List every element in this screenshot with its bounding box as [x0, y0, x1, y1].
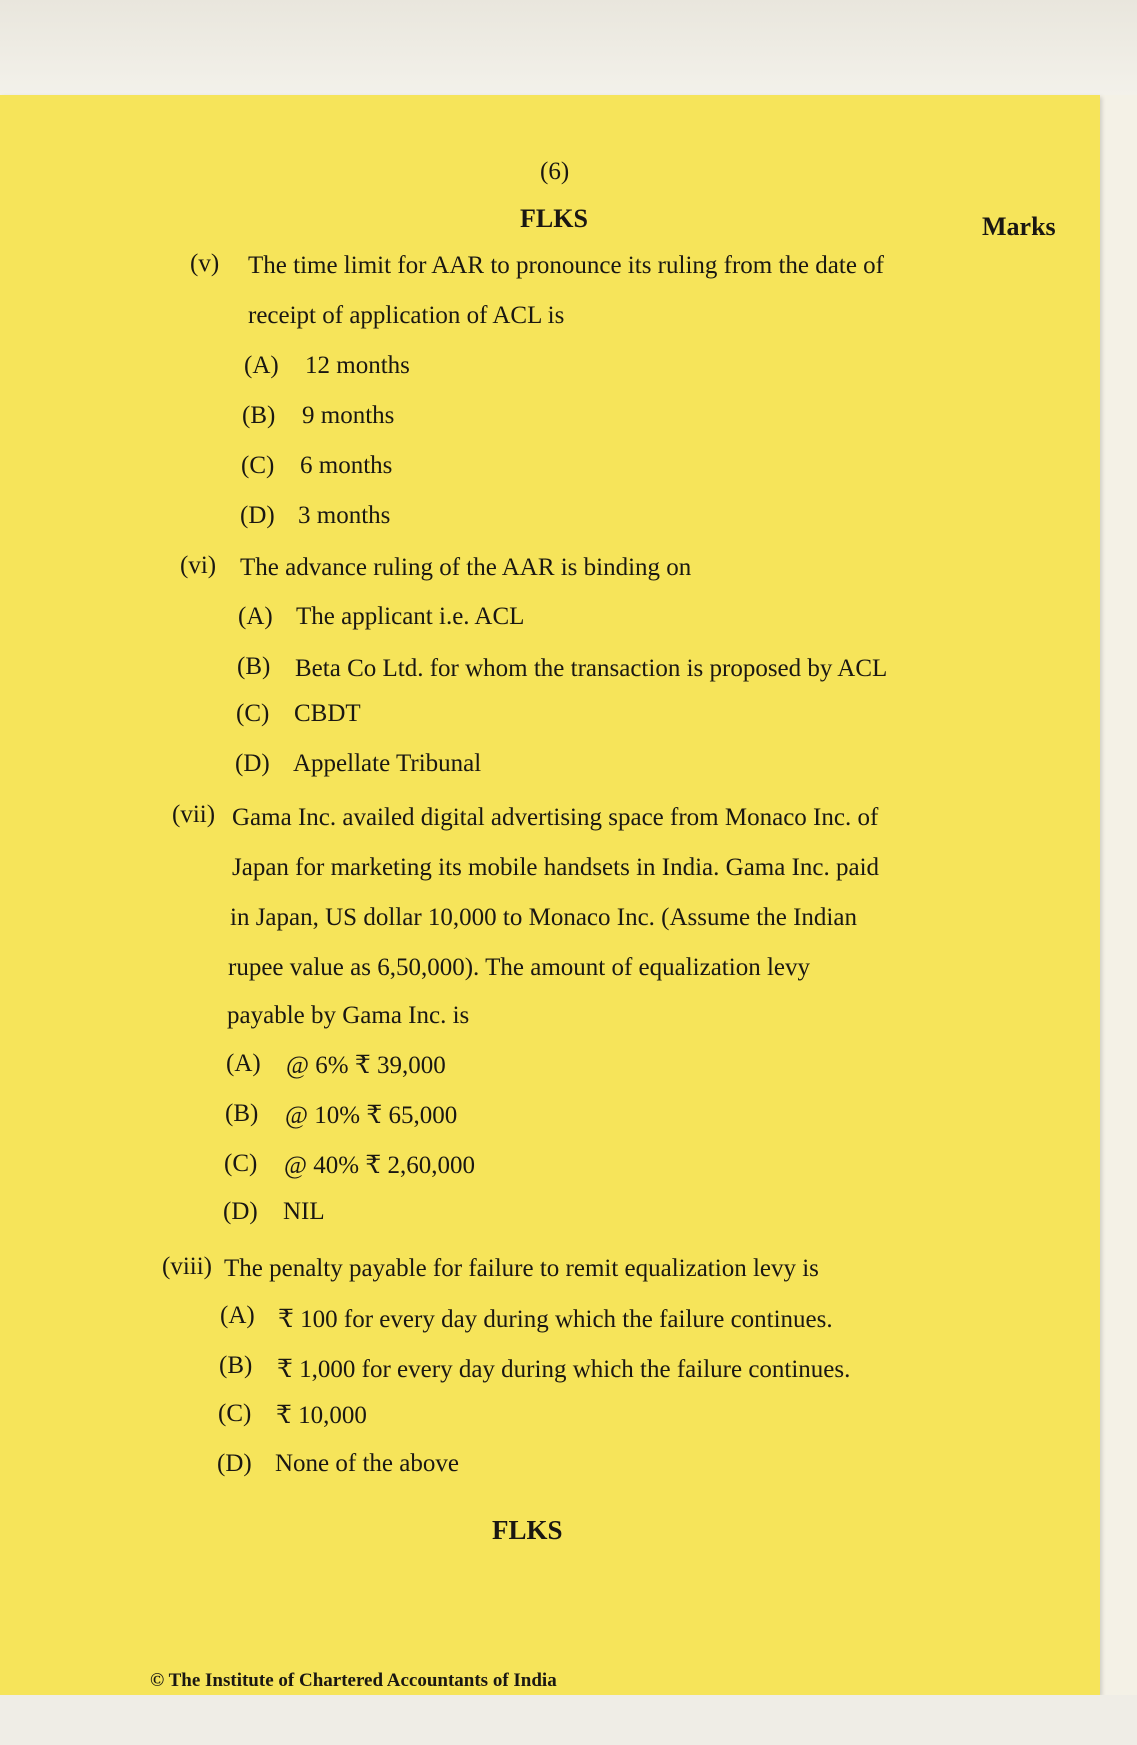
question-text-line: rupee value as 6,50,000). The amount of equalization levy: [228, 954, 810, 981]
option-label: (A): [220, 1302, 255, 1329]
question-text-line: in Japan, US dollar 10,000 to Monaco Inc. (Assume the Indian: [230, 904, 857, 931]
question-text-line: Japan for marketing its mobile handsets in India. Gama Inc. paid: [232, 854, 880, 881]
question-text-line: payable by Gama Inc. is: [227, 1002, 470, 1029]
page-number: (6): [540, 158, 570, 185]
question-text-line: Gama Inc. availed digital advertising space from Monaco Inc. of: [232, 804, 879, 831]
option-text: ₹ 10,000: [276, 1402, 367, 1429]
option-label: (B): [219, 1352, 253, 1379]
option-label: (B): [242, 402, 276, 429]
option-label: (B): [225, 1100, 259, 1127]
option-label: (C): [224, 1150, 258, 1177]
option-label: (D): [240, 502, 275, 529]
option-label: (A): [238, 603, 273, 630]
question-text-line: receipt of application of ACL is: [248, 302, 565, 329]
copyright-notice: © The Institute of Chartered Accountants of India: [150, 1670, 557, 1691]
option-text: The applicant i.e. ACL: [296, 603, 525, 630]
option-text: 6 months: [300, 452, 393, 479]
option-text: NIL: [283, 1198, 325, 1225]
option-text: None of the above: [275, 1450, 459, 1477]
option-text: 9 months: [302, 402, 395, 429]
exam-page: [0, 95, 1100, 1695]
option-label: (D): [235, 750, 270, 777]
question-number: (vi): [180, 552, 217, 579]
question-number: (viii): [162, 1253, 212, 1280]
marks-column-label: Marks: [982, 212, 1056, 241]
option-label: (C): [236, 700, 270, 727]
option-text: @ 6% ₹ 39,000: [286, 1052, 446, 1079]
option-text: ₹ 1,000 for every day during which the failure continues.: [277, 1356, 851, 1383]
option-text: ₹ 100 for every day during which the failure continues.: [278, 1306, 833, 1333]
option-text: @ 40% ₹ 2,60,000: [284, 1152, 476, 1179]
scan-top-margin: [0, 0, 1137, 95]
option-text: 12 months: [305, 352, 410, 379]
option-label: (A): [244, 352, 279, 379]
option-text: CBDT: [294, 700, 361, 727]
header-code: FLKS: [520, 204, 588, 233]
footer-code: FLKS: [492, 1515, 563, 1545]
option-text: @ 10% ₹ 65,000: [285, 1102, 458, 1129]
option-label: (A): [226, 1050, 261, 1077]
option-label: (C): [241, 452, 275, 479]
question-text-line: The penalty payable for failure to remit equalization levy is: [224, 1255, 819, 1282]
option-label: (D): [223, 1198, 258, 1225]
option-label: (C): [218, 1400, 252, 1427]
question-text-line: The advance ruling of the AAR is binding on: [240, 554, 692, 581]
option-text: Beta Co Ltd. for whom the transaction is proposed by ACL: [295, 655, 888, 682]
option-text: Appellate Tribunal: [293, 750, 482, 777]
option-label: (B): [237, 653, 271, 680]
question-text-line: The time limit for AAR to pronounce its ruling from the date of: [248, 252, 884, 279]
question-number: (vii): [172, 801, 216, 828]
question-number: (v): [190, 250, 220, 277]
option-text: 3 months: [298, 502, 391, 529]
option-label: (D): [217, 1450, 252, 1477]
scan-bottom-margin: [0, 1695, 1137, 1745]
